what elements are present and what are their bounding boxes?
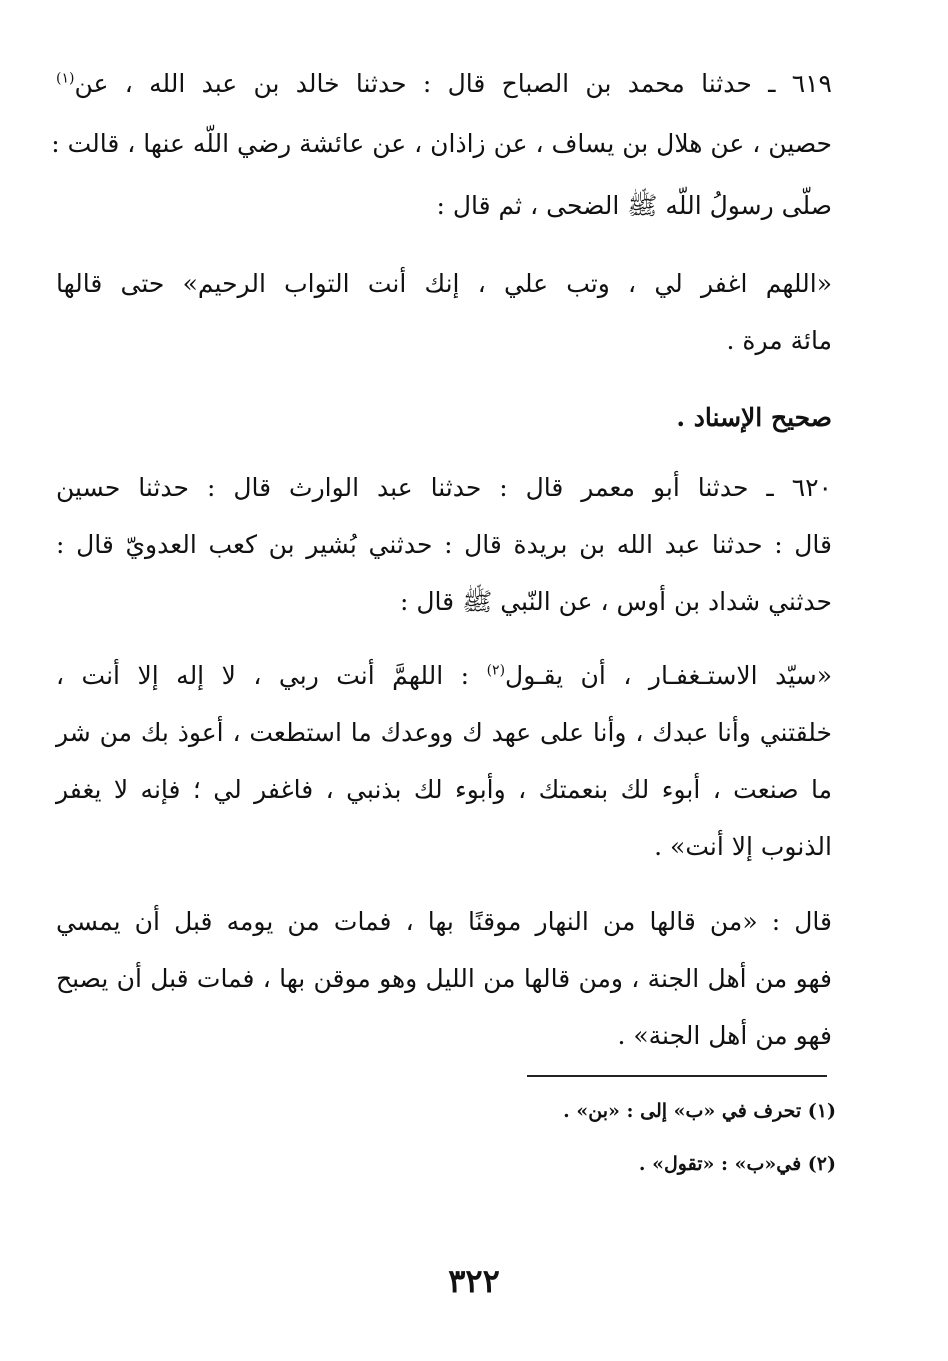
hadith-619-line-1 xyxy=(56,64,832,104)
virtue-line-3: فهو من أهل الجنة» . xyxy=(617,1021,832,1050)
footnote-2: (٢) في«ب» : «تقول» . xyxy=(638,1153,836,1175)
virtue-line-2: فهو من أهل الجنة ، ومن قالها من الليل وهو موقن بها ، فمات قبل أن يصبح xyxy=(56,964,832,993)
grading xyxy=(56,398,832,438)
footnote-ref-2: (٢) xyxy=(486,662,506,679)
hadith-619-line-5: مائة مرة . xyxy=(726,326,832,355)
hadith-620-matn-line-3: ما صنعت ، أبوء لك بنعمتك ، وأبوء لك بذنبي ، فاغفر لي ؛ فإنه لا يغفر xyxy=(56,775,832,804)
matn-first-before: «سيّد الاستـغفـار ، أن يقـول xyxy=(505,661,832,690)
hadith-620-matn-line-1 xyxy=(56,656,832,696)
hadith-619-line-4: «اللهم اغفر لي ، وتب علي ، إنك أنت التواب الرحيم» حتى قالها xyxy=(56,269,832,298)
hadith-620-virtue xyxy=(56,902,832,1056)
hadith-620-line-2: قال : حدثنا عبد الله بن بريدة قال : حدثني بُشير بن كعب العدويّ قال : xyxy=(56,530,832,559)
footnote-1: (١) تحرف في «ب» إلى : «بن» . xyxy=(563,1100,836,1122)
hadith-620-matn-line-4: الذنوب إلا أنت» . xyxy=(654,832,832,861)
hadith-619 xyxy=(51,64,832,226)
hadith-620-matn-line-2: خلقتني وأنا عبدك ، وأنا على عهد ك ووعدك ما استطعت ، أعوذ بك من شر xyxy=(56,718,832,747)
hadith-619-line-2: حصين ، عن هلال بن يساف ، عن زاذان ، عن عائشة رضي اللّه عنها ، قالت : xyxy=(51,129,832,158)
hadith-620-matn xyxy=(56,656,832,867)
hadith-619-quote xyxy=(56,264,832,361)
hadith-620-line-3: حدثني شداد بن أوس ، عن النّبي ﷺ قال : xyxy=(400,587,832,616)
hadith-620-isnad xyxy=(56,468,832,622)
matn-first-after: : اللهمَّ أنت ربي ، لا إله إلا أنت ، xyxy=(56,661,487,690)
page-number: ٣٢٢ xyxy=(448,1262,500,1300)
grading-text: صحيح الإسناد . xyxy=(676,403,832,432)
footnote-separator xyxy=(527,1075,827,1077)
hadith-619-line-3: صلّى رسولُ اللّه ﷺ الضحى ، ثم قال : xyxy=(436,191,832,220)
virtue-line-1: قال : «من قالها من النهار موقنًا بها ، فمات من يومه قبل أن يمسي xyxy=(56,907,832,936)
hadith-620-line-1: ٦٢٠ ـ حدثنا أبو معمر قال : حدثنا عبد الوارث قال : حدثنا حسين xyxy=(56,473,832,502)
hadith-619-line-1-text: ٦١٩ ـ حدثنا محمد بن الصباح قال : حدثنا خالد بن عبد الله ، عن xyxy=(74,69,832,98)
footnote-ref-1: (١) xyxy=(56,70,75,87)
